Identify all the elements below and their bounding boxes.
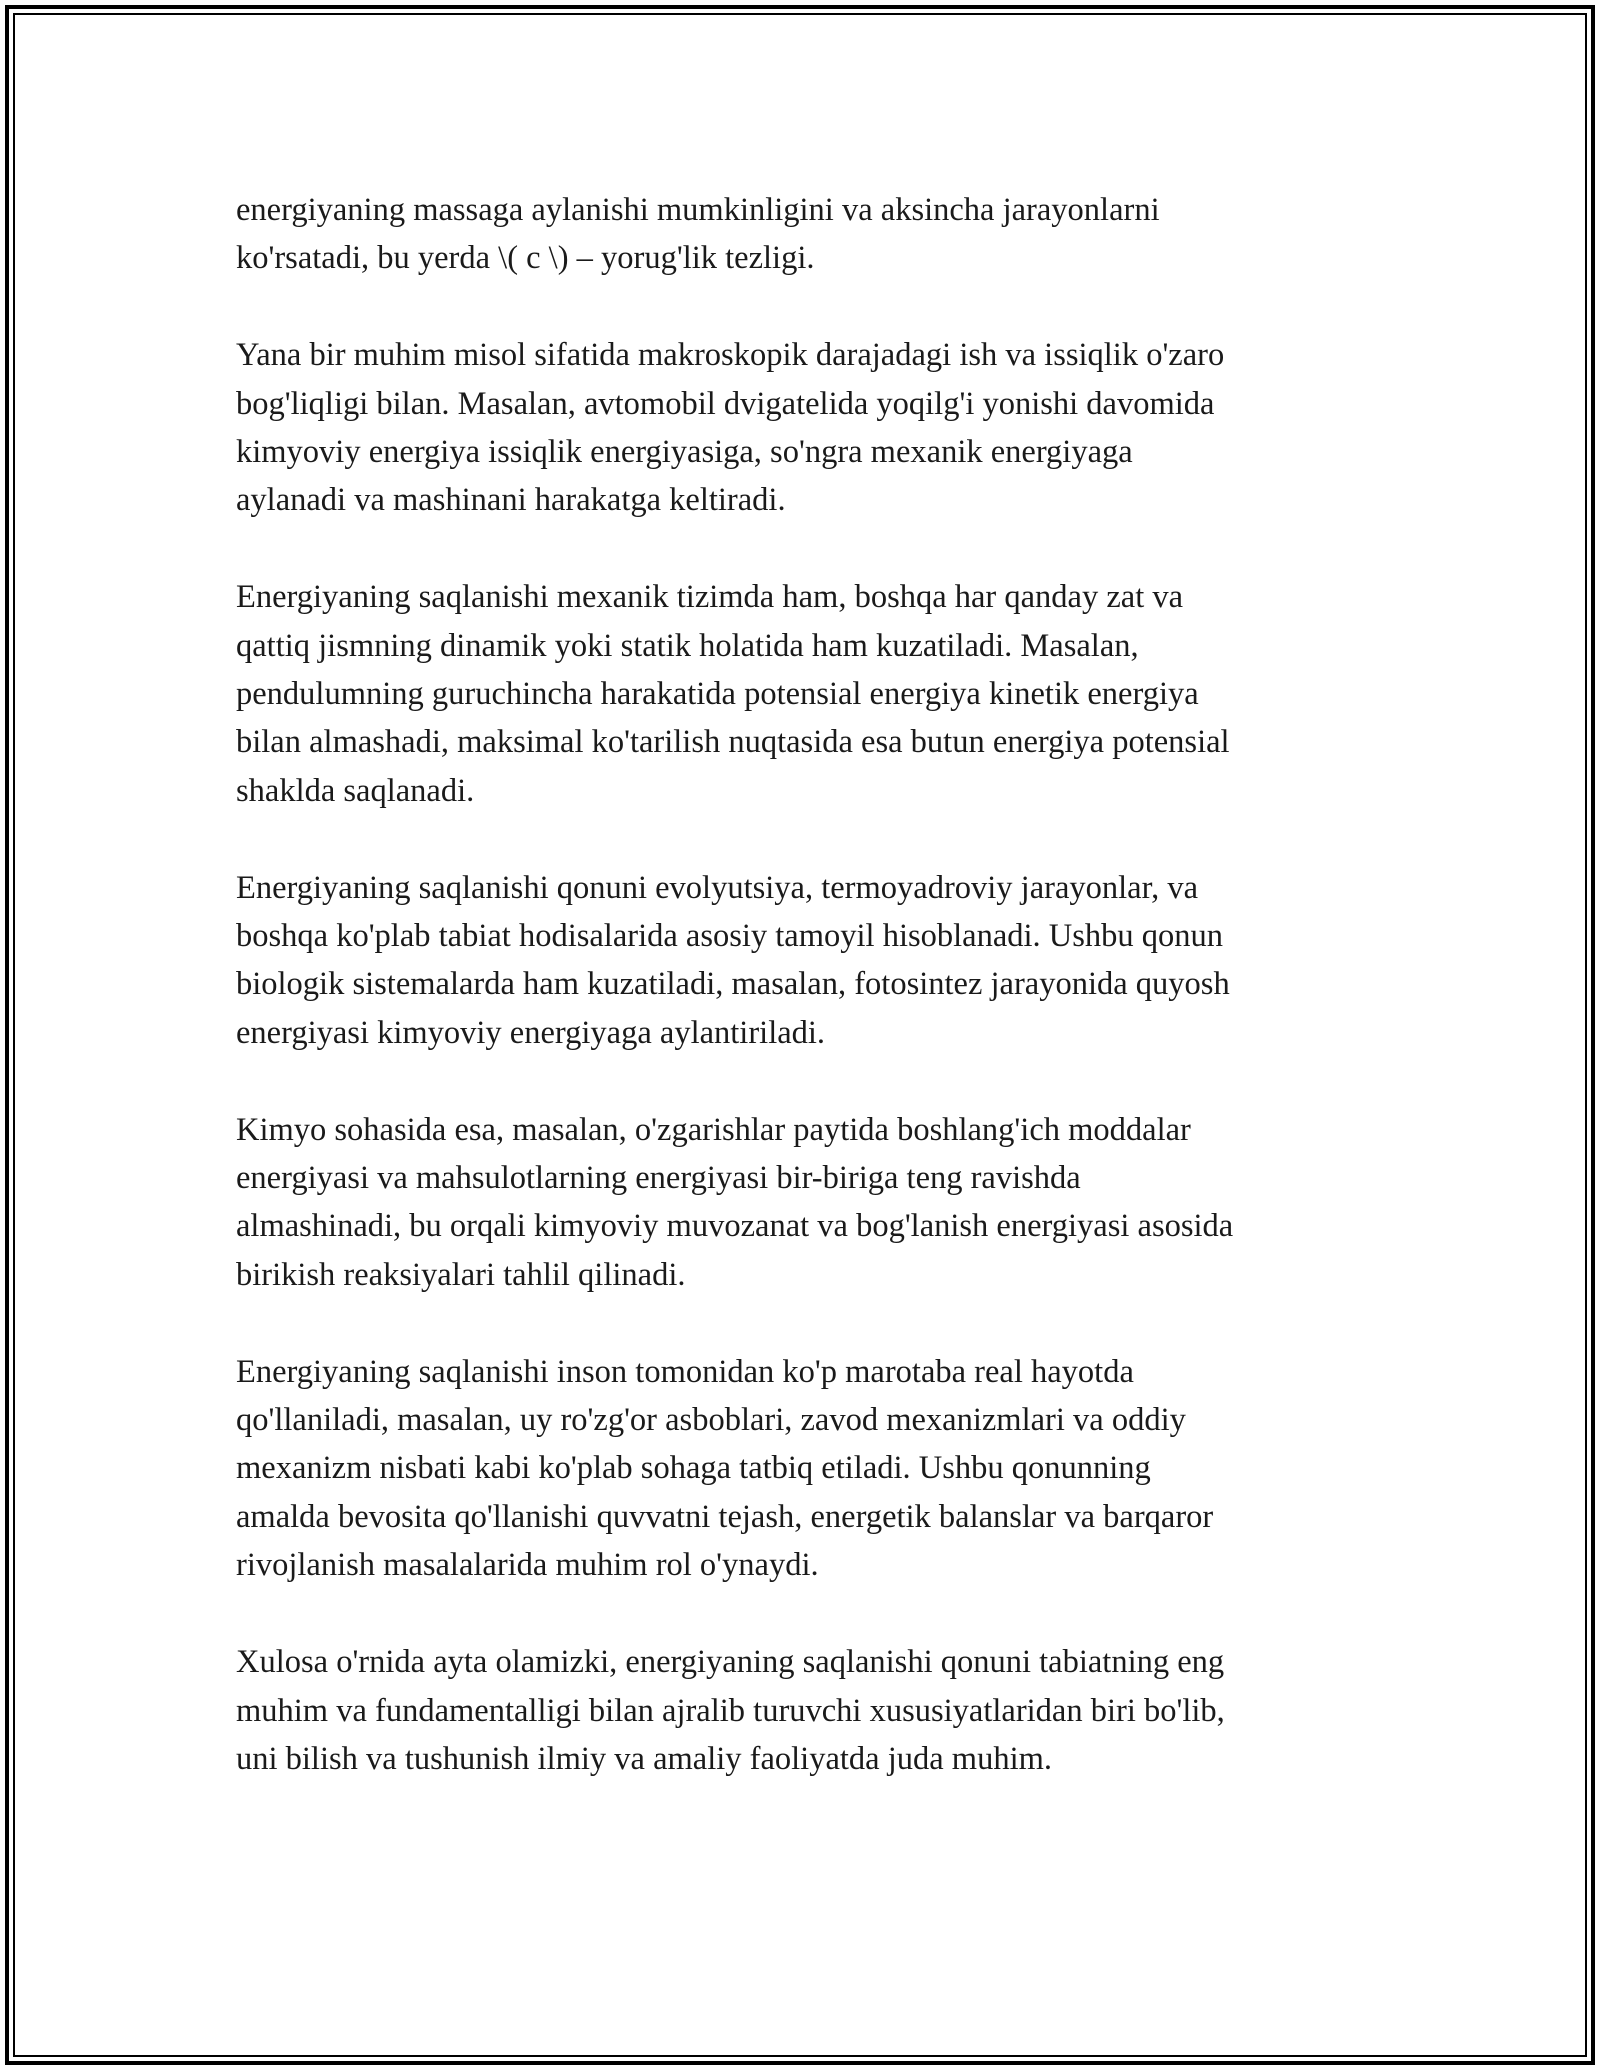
text-line: qo'llaniladi, masalan, uy ro'zg'or asboblari, zavod mexanizmlari va oddiy (236, 1402, 1186, 1439)
paragraph (236, 864, 1386, 1058)
text-line: energiyasi kimyoviy energiyaga aylantiriladi. (236, 1014, 826, 1051)
text-line: biologik sistemalarda ham kuzatiladi, masalan, fotosintez jarayonida quyosh (236, 966, 1230, 1003)
paragraph (236, 186, 1386, 283)
text-line: uni bilish va tushunish ilmiy va amaliy faoliyatda juda muhim. (236, 1740, 1053, 1777)
paragraph (236, 1106, 1386, 1300)
text-line: ko'rsatadi, bu yerda \( c \) – yorug'lik tezligi. (236, 240, 815, 277)
text-line: Kimyo sohasida esa, masalan, o'zgarishlar paytida boshlang'ich moddalar (236, 1111, 1191, 1148)
text-line: rivojlanish masalalarida muhim rol o'ynaydi. (236, 1547, 819, 1584)
text-line: Energiyaning saqlanishi qonuni evolyutsiya, termoyadroviy jarayonlar, va (236, 869, 1199, 906)
text-line: birikish reaksiyalari tahlil qilinadi. (236, 1256, 686, 1293)
text-line: energiyaning massaga aylanishi mumkinligini va aksincha jarayonlarni (236, 192, 1160, 228)
paragraph (236, 573, 1386, 815)
text-line: Energiyaning saqlanishi mexanik tizimda ham, boshqa har qanday zat va (236, 579, 1184, 616)
paragraph (236, 1638, 1386, 1783)
text-line: shaklda saqlanadi. (236, 772, 475, 809)
text-line: aylanadi va mashinani harakatga keltiradi. (236, 482, 786, 519)
text-line: mexanizm nisbati kabi ko'plab sohaga tatbiq etiladi. Ushbu qonunning (236, 1450, 1151, 1487)
text-line: Xulosa o'rnida ayta olamizki, energiyaning saqlanishi qonuni tabiatning eng (236, 1644, 1225, 1681)
text-line: pendulumning guruchincha harakatida potensial energiya kinetik energiya (236, 676, 1199, 713)
text-line: muhim va fundamentalligi bilan ajralib turuvchi xususiyatlaridan biri bo'lib, (236, 1692, 1225, 1729)
text-line: bog'liqligi bilan. Masalan, avtomobil dvigatelida yoqilg'i yonishi davomida (236, 385, 1215, 422)
text-line: kimyoviy energiya issiqlik energiyasiga, so'ngra mexanik energiyaga (236, 434, 1133, 471)
text-line: Energiyaning saqlanishi inson tomonidan ko'p marotaba real hayotda (236, 1353, 1134, 1390)
paragraph (236, 1348, 1386, 1590)
paragraph (236, 331, 1386, 525)
text-line: Yana bir muhim misol sifatida makroskopik darajadagi ish va issiqlik o'zaro (236, 337, 1225, 374)
text-line: energiyasi va mahsulotlarning energiyasi bir-biriga teng ravishda (236, 1160, 1081, 1197)
text-line: boshqa ko'plab tabiat hodisalarida asosiy tamoyil hisoblanadi. Ushbu qonun (236, 918, 1224, 955)
text-line: amalda bevosita qo'llanishi quvvatni tejash, energetik balanslar va barqaror (236, 1498, 1214, 1535)
text-line: bilan almashadi, maksimal ko'tarilish nuqtasida esa butun energiya potensial (236, 724, 1230, 761)
text-line: qattiq jismning dinamik yoki statik holatida ham kuzatiladi. Masalan, (236, 627, 1139, 664)
document-body (236, 186, 1386, 1832)
text-line: almashinadi, bu orqali kimyoviy muvozanat va bog'lanish energiyasi asosida (236, 1208, 1234, 1245)
